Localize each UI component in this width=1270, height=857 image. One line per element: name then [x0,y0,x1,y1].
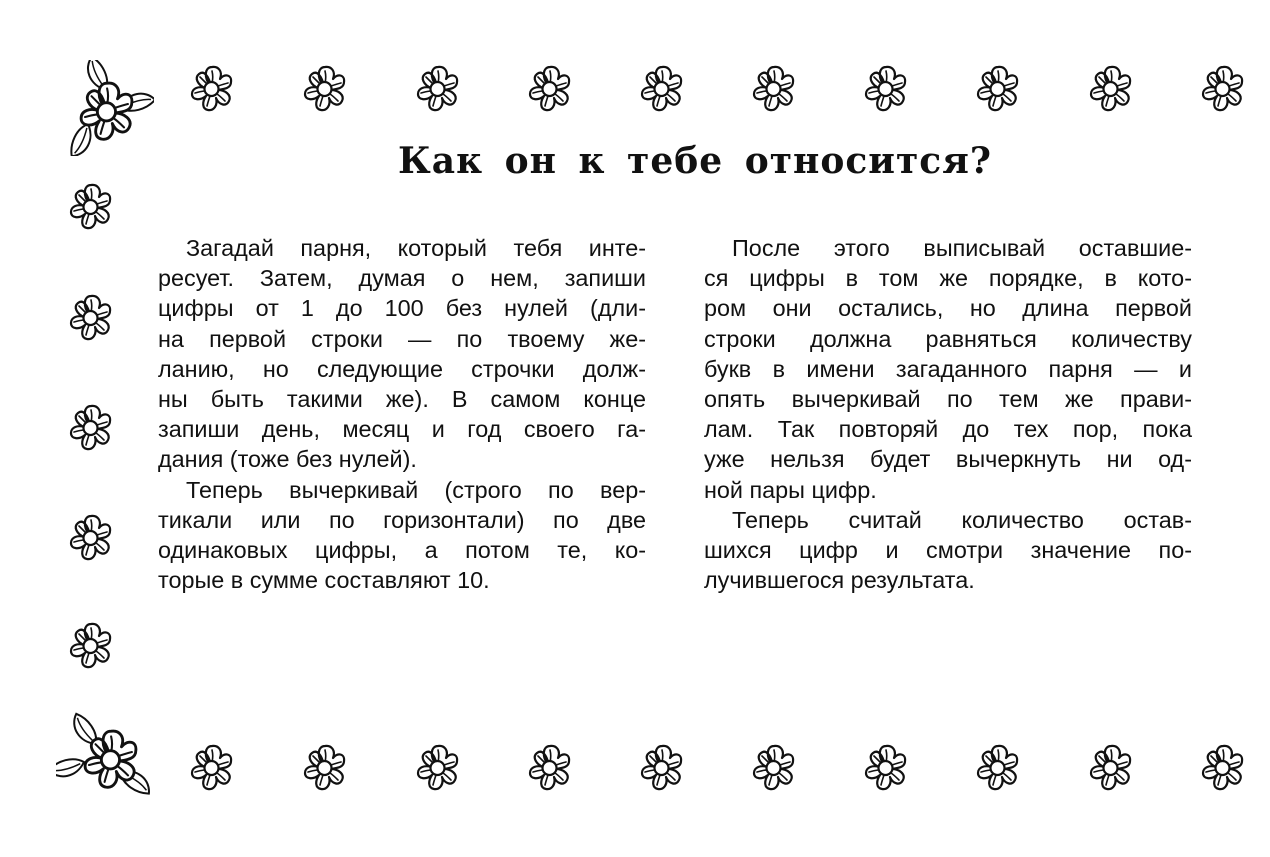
flower-icon [64,620,116,672]
text-line: опять вычеркивай по тем же прави- [704,386,1192,413]
text-line: Теперь вычеркивай (строго по вер- [186,476,646,503]
flower-icon [64,512,116,564]
text-line: одинаковых цифры, а потом те, ко- [158,537,646,564]
flower-icon [747,742,799,794]
text-line: шихся цифр и смотри значение по- [704,537,1192,564]
text-line: Теперь считай количество остав- [732,506,1192,533]
text-line: тикали или по горизонтали) по две [158,506,646,533]
text-line: ны быть такими же). В самом конце [158,386,646,413]
flower-icon [298,742,350,794]
flower-icon [1196,742,1248,794]
text-line: лам. Так повторяй до тех пор, пока [704,416,1192,443]
text-line: торые в сумме составляют 10. [158,567,490,594]
text-line: ланию, но следующие строчки долж- [158,355,646,382]
paragraph [158,475,646,596]
paragraph [704,505,1192,596]
paragraph [158,233,646,475]
text-line: ресует. Затем, думая о нем, запиши [158,265,646,292]
text-line: лучившегося результата. [704,567,975,594]
flower-icon [411,742,463,794]
flower-icon [185,742,237,794]
text-line: букв в имени загаданного парня — и [704,355,1192,382]
text-line: уже нельзя будет вычеркнуть ни од- [704,446,1192,473]
text-line: запиши день, месяц и год своего га- [158,416,646,443]
left-text-column [158,233,646,595]
flower-icon [747,63,799,115]
flower-icon [1084,742,1136,794]
flower-icon [971,63,1023,115]
flower-icon [859,63,911,115]
corner-flower-bottom-left-icon [56,706,152,802]
flower-icon [859,742,911,794]
text-line: ром они остались, но длина первой [704,295,1192,322]
flower-icon [635,742,687,794]
page-title: Как он к тебе относится? [398,140,992,182]
text-line: цифры от 1 до 100 без нулей (дли- [158,295,646,322]
flower-icon [64,292,116,344]
text-line: ся цифры в том же порядке, в кото- [704,265,1192,292]
flower-icon [635,63,687,115]
flower-icon [1084,63,1136,115]
text-line: на первой строки — по твоему же- [158,325,646,352]
flower-icon [1196,63,1248,115]
text-line: строки должна равняться количеству [704,325,1192,352]
flower-icon [971,742,1023,794]
text-line: дания (тоже без нулей). [158,446,417,473]
text-line: ной пары цифр. [704,476,877,503]
text-line: Загадай парня, который тебя инте- [186,235,646,261]
text-line: После этого выписывай оставшие- [732,235,1192,261]
flower-icon [523,63,575,115]
flower-icon [411,63,463,115]
flower-icon [523,742,575,794]
flower-icon [64,181,116,233]
flower-icon [298,63,350,115]
flower-icon [64,402,116,454]
right-text-column [704,233,1192,595]
corner-flower-top-left-icon [58,60,154,156]
flower-icon [185,63,237,115]
paragraph [704,233,1192,505]
